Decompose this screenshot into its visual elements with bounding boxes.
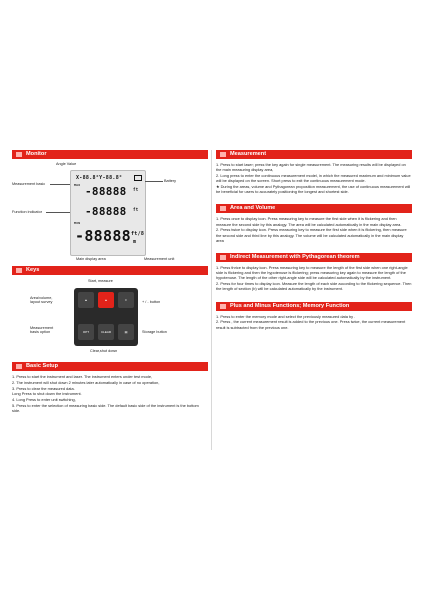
page-divider <box>211 150 212 450</box>
basic-setup-heading: Basic Setup <box>12 362 208 371</box>
list-item: 2. Press , the current measurement result is added to the previous one. Press twice, the current measurement result is subtracted from the previous one. <box>216 319 406 330</box>
storage-key[interactable]: ▤ <box>118 324 134 340</box>
leader-line <box>46 212 70 213</box>
list-item: 3. Press to clear the measured data. <box>12 385 75 391</box>
measurement-heading: Measurement <box>216 150 412 159</box>
measurement-list <box>216 162 412 194</box>
area-volume-label: Area/volume, layout survey <box>30 296 53 304</box>
function-indicator-label: Function indicator <box>12 210 42 214</box>
list-item: ★ During the areas, volume and Pythagorean proposition measurement, the use of continuous measurement will be beneficial for users to accurately positioning the longest and shortest side. <box>216 184 411 195</box>
lcd-main-unit: ft/8 <box>131 231 145 237</box>
list-item: Long Press to shut down the instrument. <box>12 391 82 397</box>
opt-key-label: OPT <box>82 330 90 334</box>
plus-minus-label: + / - button <box>142 300 161 304</box>
list-item: 2. The instrument will shut down 2 minutes later automatically in case of no operation, <box>12 379 160 385</box>
plus-minus-list <box>216 314 412 330</box>
leader-line <box>50 184 70 185</box>
list-item: 1. Press thrice to display icon. Press measuring key to measure the length of the first side when one right-angle side is flickering and then the hypotenuse is flickering; press measuring key again to measure the length of the hypotenuse. The length of the other right-angle side will be calculated automatically by the instrument. <box>216 265 408 281</box>
indirect-section <box>216 253 412 292</box>
keys-section <box>12 266 208 358</box>
measurement-section <box>216 150 412 194</box>
plus-minus-key[interactable]: ± <box>118 292 134 308</box>
keypad <box>74 288 138 346</box>
plus-minus-section <box>216 302 412 330</box>
left-page <box>12 150 208 417</box>
area-volume-list <box>216 216 412 243</box>
storage-label: Storage button <box>142 330 167 334</box>
basic-setup-section <box>12 362 208 413</box>
start-measure-label: Start, measure <box>88 279 113 283</box>
list-item: 5. Press to enter the selection of measuring basic side. The default basic side of the instrument is the bottom side. <box>12 402 199 414</box>
lcd-min-label: MIN <box>74 221 81 225</box>
list-item: 2. Press for four times to display icon. Measure the length of each side according to the flickering sequence. Then the length of section (b) will be calculated automatically by the instrument. <box>216 281 412 292</box>
main-display-area-label: Main display area <box>76 257 106 261</box>
right-page <box>216 150 412 334</box>
keys-heading: Keys <box>12 266 208 275</box>
indirect-list <box>216 265 412 292</box>
area-volume-section <box>216 204 412 243</box>
clear-key[interactable] <box>98 324 114 340</box>
measurement-basis-label: Measurement basis option <box>30 326 54 334</box>
clear-key-label: CLEAR <box>100 330 111 334</box>
list-item: 1. Press once to display icon. Press measuring key to measure the first side when it is flickering and then measure the second side by this analogy. The area will be calculated automatically in the main display area. <box>216 216 402 227</box>
lcd-angle-row: X-88.8°Y-88.8° <box>76 175 123 181</box>
keys-diagram <box>12 278 208 358</box>
lcd-main-row: -88888 <box>75 227 131 245</box>
list-item: 2. Press twice to display icon. Press measuring key to measure the first side when it is flickering, then measure the second side and third line by this analogy. The volume will be calculated automatically in the main display area <box>216 227 407 243</box>
lcd-max-label: MAX <box>74 183 81 187</box>
indirect-heading: Indirect Measurement with Pythagorean theorem <box>216 253 412 262</box>
lcd-row-2-unit: ft <box>133 187 139 192</box>
measure-key[interactable]: ▲ <box>98 292 114 308</box>
basic-setup-list <box>12 374 208 413</box>
battery-icon <box>134 175 142 181</box>
lcd-row-3: -88888 <box>85 205 127 218</box>
list-item: 1. Press to start laser; press the key again for single measurement. The measuring results will be displayed on the main measuring display area, <box>216 162 406 173</box>
area-volume-key[interactable]: ▲ <box>78 292 94 308</box>
area-volume-heading: Area and Volume <box>216 204 412 213</box>
list-item: 1. Press to enter the memory mode and select the previously measured data by . <box>216 313 356 319</box>
list-item: 1. Press to start the instrument and laser. The instrument enters under test mode, <box>12 374 153 379</box>
plus-minus-heading: Plus and Minus Functions; Memory Function <box>216 302 412 311</box>
lcd-screen <box>70 170 146 256</box>
monitor-heading: Monitor <box>12 150 208 159</box>
monitor-section <box>12 150 208 262</box>
monitor-diagram <box>12 162 208 262</box>
list-item: 2. Long press to enter the continuous measurement model, in which the measured maximum and minimum value will be displayed on the screen. Short press to exit the continuous measurement mode. <box>216 173 411 184</box>
measurement-unit-label: Measurement unit <box>144 257 175 261</box>
leader-line <box>145 181 163 182</box>
lcd-sub-unit: m <box>133 239 137 245</box>
battery-label: Battery <box>164 179 177 183</box>
angle-value-label: Angle Value <box>56 162 77 166</box>
clear-label: Clear,shut down <box>90 349 118 353</box>
list-item: 4. Long Press to enter unit switching, <box>12 397 76 403</box>
measurement-basic-label: Measurement basic <box>12 182 46 186</box>
opt-key[interactable] <box>78 324 94 340</box>
lcd-row-3-unit: ft <box>133 207 139 212</box>
lcd-row-2: -88888 <box>85 185 127 198</box>
